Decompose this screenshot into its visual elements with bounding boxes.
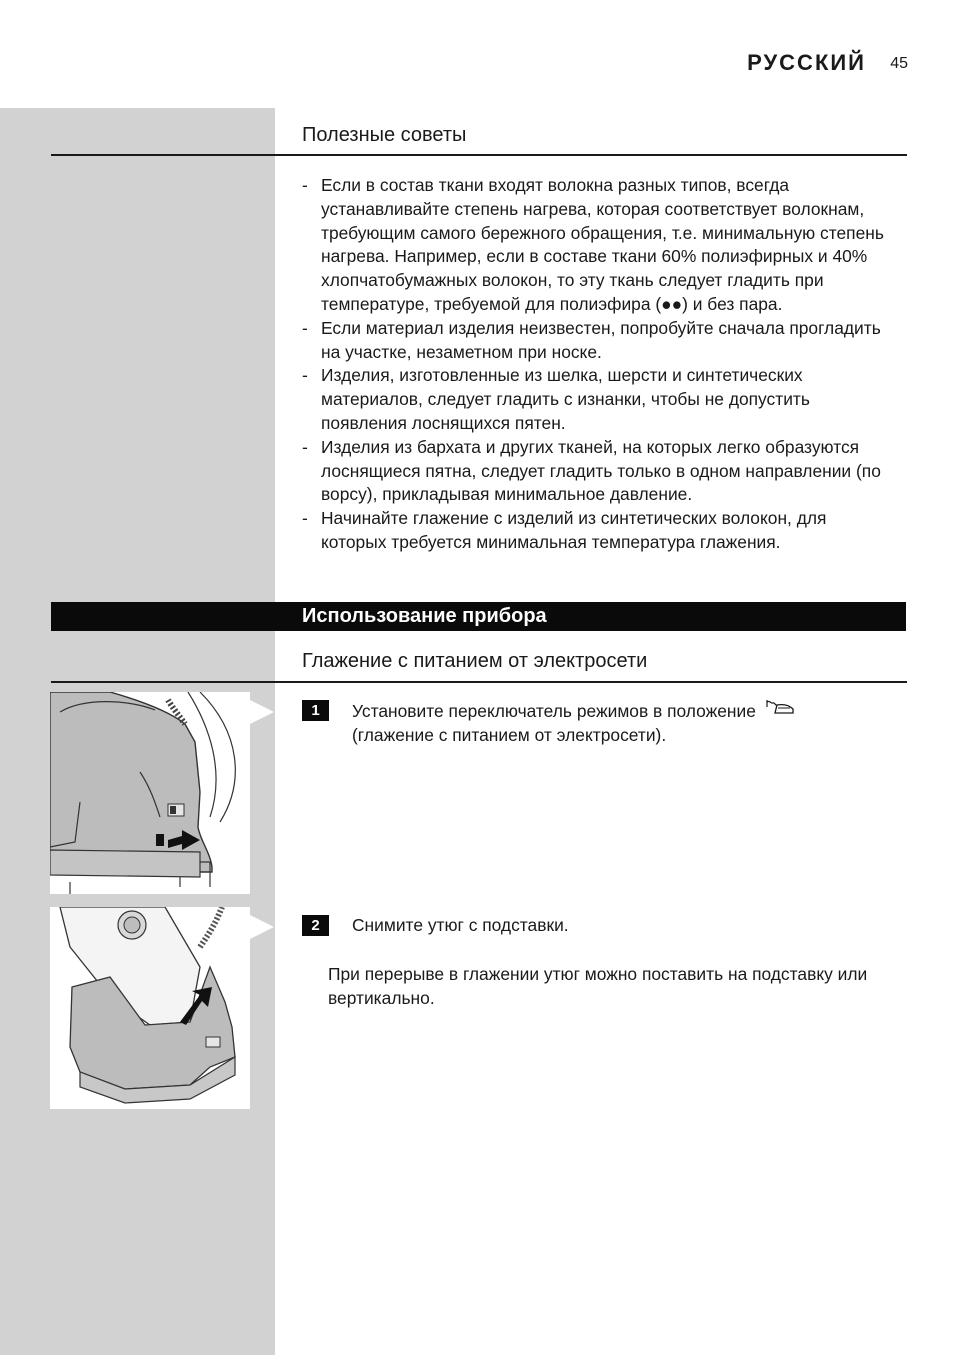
step-number: 2: [302, 915, 329, 936]
list-item: - Если материал изделия неизвестен, попробуйте сначала прогладить на участке, незаметном при носке.: [302, 317, 881, 362]
corded-ironing-heading: Глажение с питанием от электросети: [302, 650, 648, 672]
useful-tips-rule: [51, 154, 907, 156]
language-header: РУССКИЙ: [747, 50, 866, 75]
list-item: - Если в состав ткани входят волокна разных типов, всегда устанавливайте степень нагрева, которая соответствует волокнам, требующим самого бережного обращения, т.е. минимальную степень нагрева. Например, если в составе ткани 60% полиэфирных и 40% хлопчатобумажных волокон, то эту ткань следует гладить при температуре, требуемой для полиэфира (●●) и без пара.: [302, 175, 884, 314]
page-number: 45: [890, 55, 908, 72]
useful-tips-heading: Полезные советы: [302, 124, 467, 146]
illustration-switch-mode: [50, 692, 250, 894]
list-item: - Изделия из бархата и других тканей, на которых легко образуются лоснящиеся пятна, следует гладить только в одном направлении (по ворсу), прикладывая минимальное давление.: [302, 436, 881, 505]
step-2-note: При перерыве в глажении утюг можно поставить на подставку или вертикально.: [328, 964, 868, 1008]
illustration-pointer: [250, 700, 274, 724]
useful-tips-list: [302, 174, 892, 555]
step-number: 1: [302, 700, 329, 721]
illustration-remove-iron: [50, 907, 250, 1109]
list-item: - Начинайте глажение с изделий из синтетических волокон, для которых требуется минимальная температура глажения.: [302, 508, 827, 552]
step-2-text: Снимите утюг с подставки.: [352, 915, 569, 935]
section-title: Использование прибора: [302, 605, 547, 627]
illustration-pointer: [250, 915, 274, 939]
corded-iron-icon: [765, 699, 797, 719]
corded-ironing-rule: [51, 681, 907, 683]
list-item: - Изделия, изготовленные из шелка, шерсти и синтетических материалов, следует гладить с изнанки, чтобы не допустить появления лоснящихся пятен.: [302, 365, 810, 433]
step-1-text: Установите переключатель режимов в положение (глажение с питанием от электросети).: [352, 699, 797, 747]
